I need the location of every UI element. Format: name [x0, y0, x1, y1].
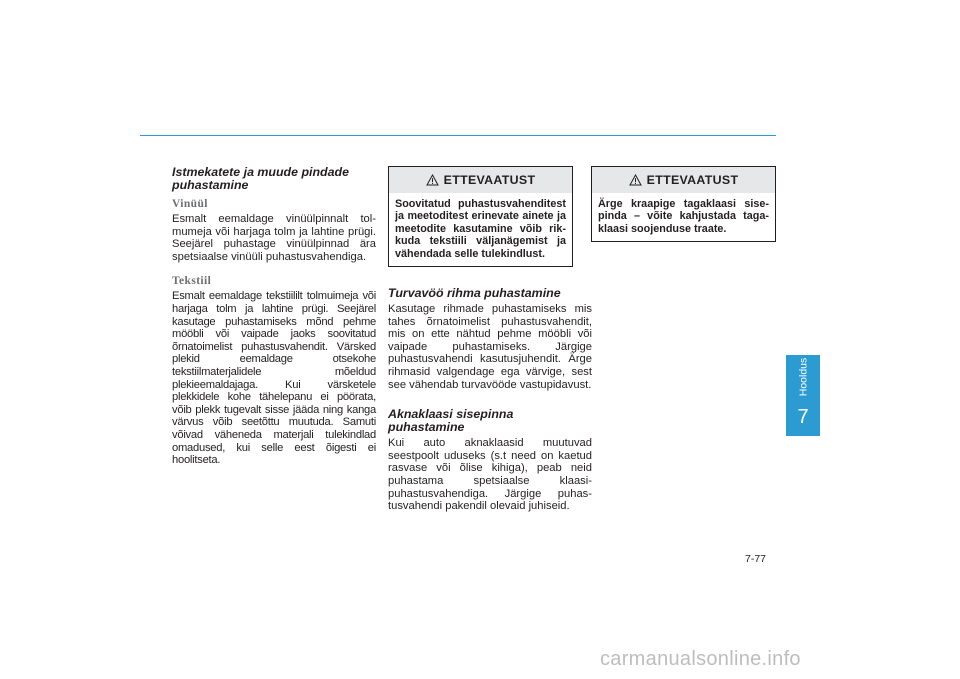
caution-box-textile: [388, 166, 573, 267]
paragraph-vinyl: Esmalt eemaldage vinüülpinnalt tolmumeja või harjaga tolm ja lahtine prügi. Seejärel puhastage vinüülpinnad ära spetsiaalse vinüüli puhastusvahendiga.: [172, 213, 376, 263]
top-divider: [140, 135, 776, 136]
warning-triangle-icon: [629, 174, 642, 186]
paragraph-window: Kui auto aknaklaasid muutuvad seestpoolt uduseks (s.t need on kaetud rasvase või õlise kihiga), peab neid puhastama spetsiaalse klaasipuhastusvahendiga. Järgige puhastusvahendi pakendil olevaid juhiseid.: [388, 437, 592, 513]
chapter-tab-label: Hooldus: [797, 357, 809, 397]
chapter-number: 7: [797, 406, 809, 428]
watermark: carmanualsonline.info: [600, 648, 801, 670]
caution-header: [592, 167, 775, 193]
caution-box-rear-window: [591, 166, 776, 242]
caution-header: [389, 167, 572, 193]
section-heading-window: Aknaklaasi sisepinna puhastamine: [388, 407, 514, 435]
subheading-textile: Tekstiil: [172, 275, 212, 288]
column-1: [172, 166, 376, 467]
paragraph-seatbelt: Kasutage rihmade puhastamiseks mis tahes õrnatoimelist puhastusvahendit, mis on ette nähtud pehme mööbli või vaipade puhastamiseks. Järgige puhastusvahendi kasutusjuhendit. Ärge rihmasid valgendage ega värvige, sest see vähendab turvavööde vastupidavust.: [388, 303, 592, 391]
column-2: [388, 166, 592, 513]
page-number: 7-77: [745, 553, 767, 565]
section-heading-seatbelt: Turvavöö rihma puhastamine: [388, 286, 561, 301]
subheading-vinyl: Vinüül: [172, 198, 208, 210]
warning-triangle-icon: [426, 174, 439, 186]
caution-text: Ärge kraapige tagaklaasi sisepinda – võite kahjustada tagaklaasi soojenduse traate.: [598, 198, 769, 235]
column-3: [591, 166, 795, 242]
caution-title: ETTEVAATUST: [443, 173, 536, 187]
section-heading-seat-cleaning: Istmekatete ja muude pindade puhastamine: [172, 165, 349, 192]
paragraph-textile: Esmalt eemaldage tekstiililt tolmuimeja või harjaga tolm ja lahtine prügi. Seejärel kasutage puhastamiseks mõnd pehme mööbli või vaipade jaoks soovitatud õrnatoimelist puhastusvahendit. Värsked plekid eemaldage otsekohe tekstiilmaterjalidele mõeldud plekieemaldajaga. Kui värsketele plekkidele kohe tähelepanu ei pöörata, võib plekk tugevalt sisse jääda ning kanga värvus võib seetõttu muutuda. Samuti võivad väheneda materjali tulekindlad omadused, kui selle eest õigesti ei hoolitseta.: [172, 290, 376, 467]
caution-text: Soovitatud puhastusvahenditest ja meetoditest erinevate ainete ja meetodite kasutamine võib rikkuda tekstiili väljanägemist ja vähendada selle tulekindlust.: [395, 198, 566, 260]
caution-title: ETTEVAATUST: [646, 173, 739, 187]
